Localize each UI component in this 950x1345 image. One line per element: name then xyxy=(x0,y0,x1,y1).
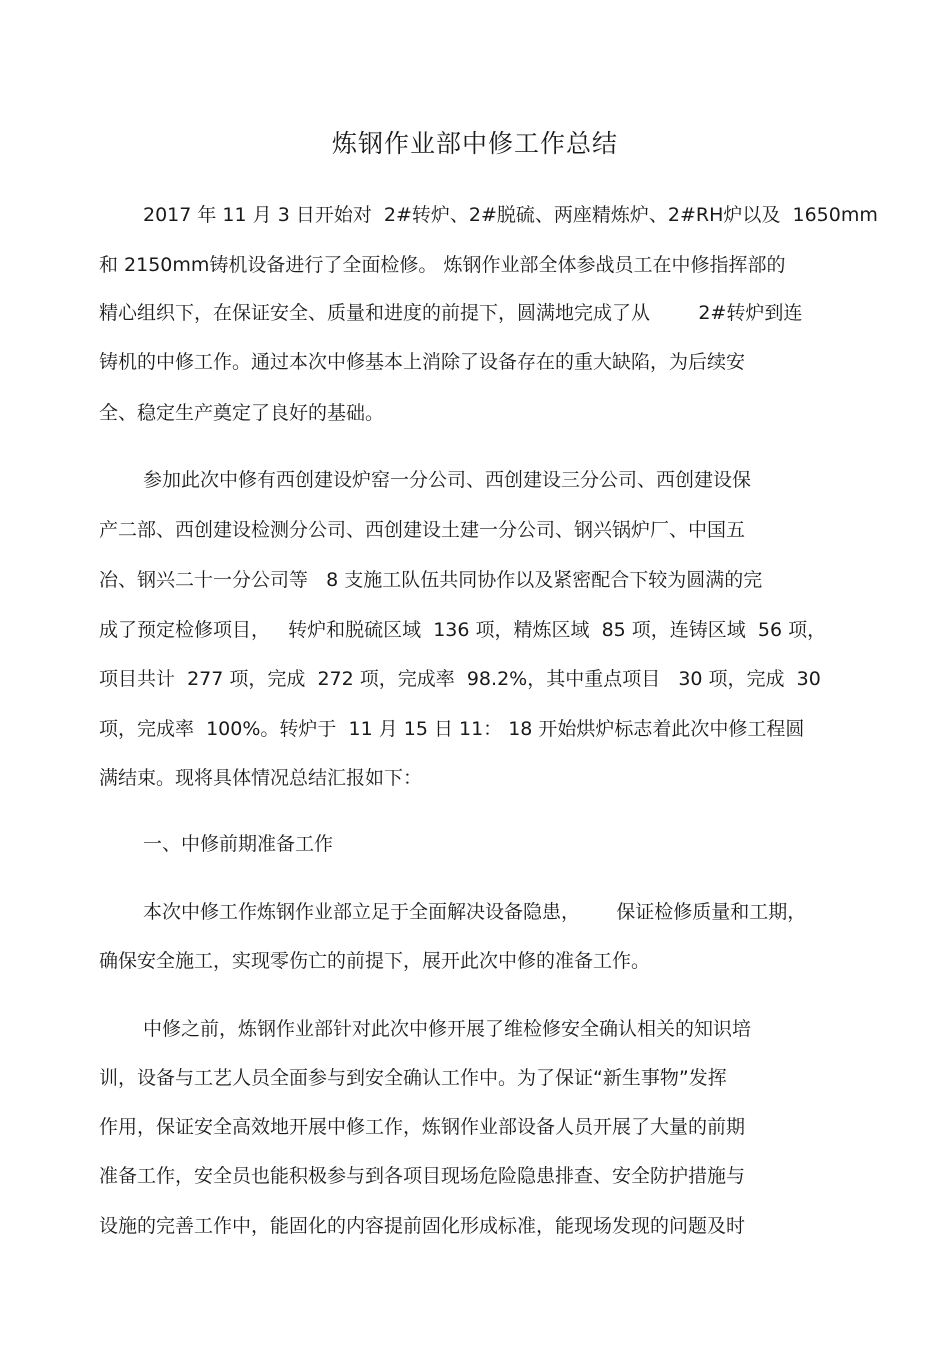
paragraph-line: 参加此次中修有西创建设炉窑一分公司、西创建设三分公司、西创建设保 xyxy=(143,469,752,491)
paragraph-line: 确保安全施工，实现零伤亡的前提下，展开此次中修的准备工作。 xyxy=(99,950,651,972)
paragraph-line: 产二部、西创建设检测分公司、西创建设土建一分公司、钢兴锅炉厂、中国五 xyxy=(99,519,746,541)
paragraph-line: 设施的完善工作中，能固化的内容提前固化形成标准，能现场发现的问题及时 xyxy=(99,1215,746,1237)
paragraph-line: 满结束。现将具体情况总结汇报如下： xyxy=(99,767,423,789)
paragraph-line: 和 2150mm铸机设备进行了全面检修。 炼钢作业部全体参战员工在中修指挥部的 xyxy=(99,254,786,276)
paragraph-line: 本次中修工作炼钢作业部立足于全面解决设备隐患， 保证检修质量和工期， xyxy=(143,901,807,923)
paragraph-line: 成了预定检修项目， 转炉和脱硫区域 136 项，精炼区域 85 项，连铸区域 56 项， xyxy=(99,619,827,641)
paragraph-line: 项，完成率 100%。转炉于 11 月 15 日 11： 18 开始烘炉标志着此次中修工程圆 xyxy=(99,718,805,740)
paragraph-line: 中修之前，炼钢作业部针对此次中修开展了维检修安全确认相关的知识培 xyxy=(143,1018,752,1040)
paragraph-line: 训，设备与工艺人员全面参与到安全确认工作中。为了保证“新生事物”发挥 xyxy=(99,1067,727,1089)
paragraph-line: 2017 年 11 月 3 日开始对 2#转炉、2#脱硫、两座精炼炉、2#RH炉以及 1650mm xyxy=(143,204,878,226)
section-heading: 一、中修前期准备工作 xyxy=(143,833,334,855)
paragraph-line: 准备工作，安全员也能积极参与到各项目现场危险隐患排查、安全防护措施与 xyxy=(99,1165,746,1187)
document-title: 炼钢作业部中修工作总结 xyxy=(331,129,618,158)
paragraph-line: 项目共计 277 项，完成 272 项，完成率 98.2%，其中重点项目 30 项，完成 30 xyxy=(99,668,821,690)
paragraph-line: 冶、钢兴二十一分公司等 8 支施工队伍共同协作以及紧密配合下较为圆满的完 xyxy=(99,569,763,591)
paragraph-line: 作用，保证安全高效地开展中修工作，炼钢作业部设备人员开展了大量的前期 xyxy=(99,1116,746,1138)
paragraph-line: 全、稳定生产奠定了良好的基础。 xyxy=(99,402,385,424)
paragraph-line: 精心组织下，在保证安全、质量和进度的前提下，圆满地完成了从 2#转炉到连 xyxy=(99,302,803,324)
paragraph-line: 铸机的中修工作。通过本次中修基本上消除了设备存在的重大缺陷，为后续安 xyxy=(99,351,746,373)
